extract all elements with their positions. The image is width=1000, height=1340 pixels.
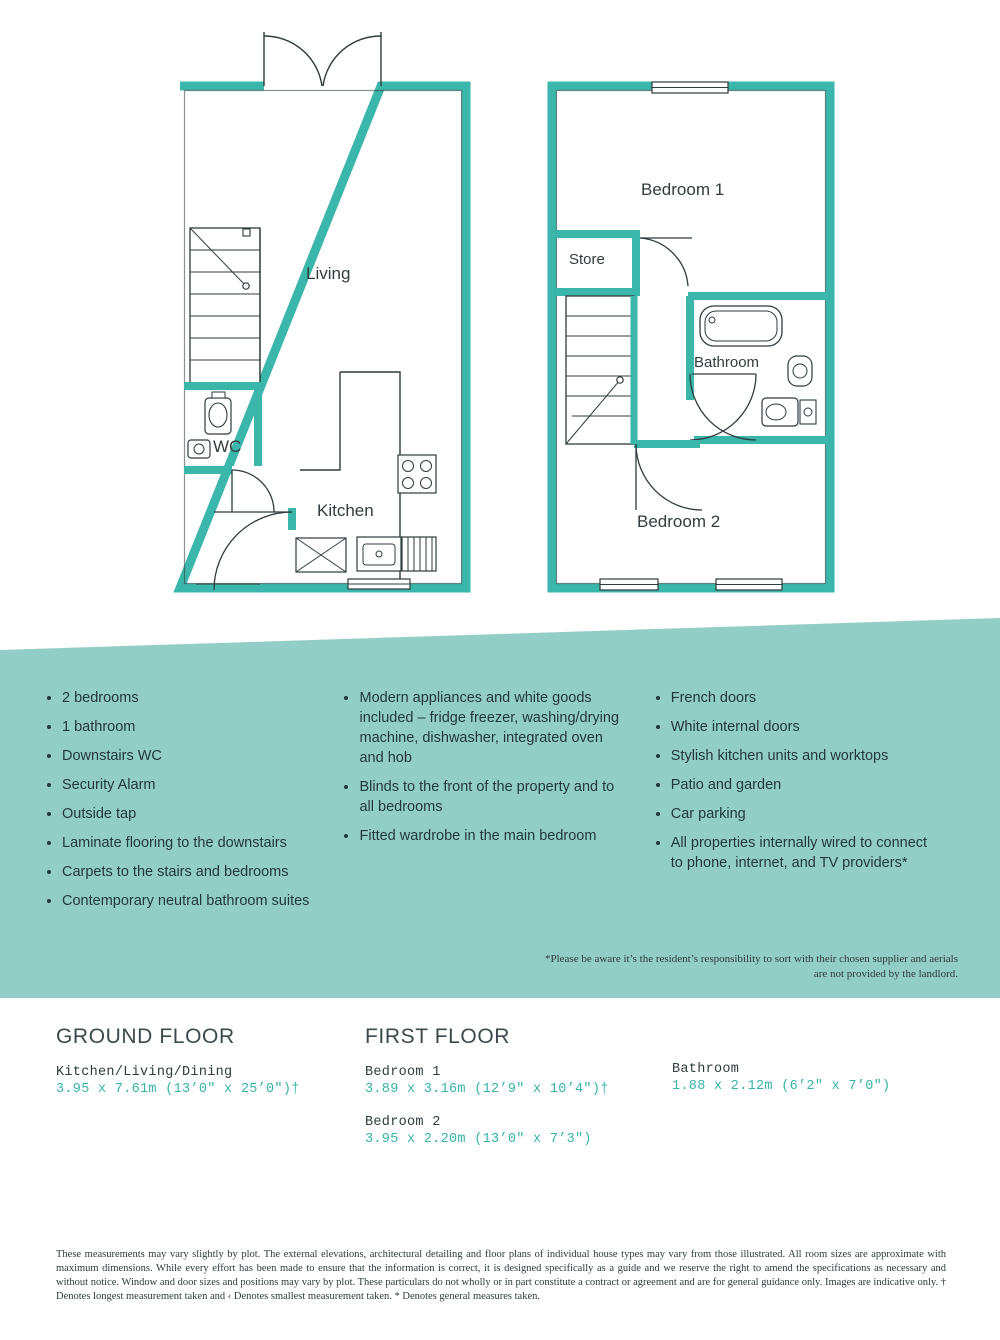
dimension-room-size: 1.88 x 2.12m (6’2" x 7’0") — [672, 1079, 891, 1094]
list-item: • Blinds to the front of the property and to all bedrooms — [359, 777, 626, 817]
list-item: • Car parking — [671, 804, 938, 824]
dimension-room-size: 3.95 x 2.20m (13’0" x 7’3") — [365, 1132, 592, 1147]
list-item: • 2 bedrooms — [62, 688, 315, 708]
list-item: • White internal doors — [671, 717, 938, 737]
list-item: • 1 bathroom — [62, 717, 315, 737]
room-label-bedroom-2: Bedroom 2 — [637, 512, 721, 531]
dimensions-bathroom — [672, 1062, 972, 1112]
floorplan-svg — [0, 0, 1000, 630]
list-item: • All properties internally wired to connect to phone, internet, and TV providers* — [671, 833, 938, 873]
room-label-bathroom: Bathroom — [694, 354, 760, 371]
dimension-room-size: 3.95 x 7.61m (13’0" x 25’0")† — [56, 1082, 300, 1097]
room-label-wc: WC — [213, 437, 242, 456]
first-floor-heading: FIRST FLOOR — [365, 1025, 511, 1048]
features-footnote: *Please be aware it’s the resident’s responsibility to sort with their chosen supplier and aerials are not provided by the landlord. — [544, 953, 958, 980]
dimensions-first-floor — [365, 1025, 655, 1165]
dimension-room-name: Bathroom — [672, 1062, 740, 1077]
list-item: • Security Alarm — [62, 775, 315, 795]
dimensions-ground-floor — [56, 1025, 346, 1115]
features-column-1 — [40, 688, 337, 998]
dimension-room-size: 3.89 x 3.16m (12’9" x 10’4")† — [365, 1082, 609, 1097]
disclaimer-text: These measurements may vary slightly by plot. The external elevations, architectural detailing and floor plans of individual house types may vary from those illustrated. All room sizes are approximate with maximum dimensions. While every effort has been made to ensure that the information is correct, it is designed specifically as a guide and we reserve the right to amend the specifications as necessary and without notice. Window and door sizes and positions may vary by plot. These particulars do not wholly or in part constitute a contract or agreement and are for general guidance only. Images are indicative only. † Denotes longest measurement taken and ‹ Denotes smallest measurement taken. * Denotes general measures taken. — [56, 1249, 946, 1302]
list-item: • Stylish kitchen units and worktops — [671, 746, 938, 766]
dimension-room-name: Kitchen/Living/Dining — [56, 1065, 233, 1080]
room-label-living: Living — [306, 264, 351, 283]
list-item: • Outside tap — [62, 804, 315, 824]
list-item: • Contemporary neutral bathroom suites — [62, 891, 315, 911]
list-item: • Patio and garden — [671, 775, 938, 795]
list-item: • Laminate flooring to the downstairs — [62, 833, 315, 853]
list-item: • Modern appliances and white goods included – fridge freezer, washing/drying machine, dishwasher, integrated oven and hob — [359, 688, 626, 768]
list-item: • Carpets to the stairs and bedrooms — [62, 862, 315, 882]
list-item: • French doors — [671, 688, 938, 708]
ground-floor-heading: GROUND FLOOR — [56, 1025, 235, 1048]
room-label-bedroom-1: Bedroom 1 — [641, 180, 725, 199]
list-item: • Fitted wardrobe in the main bedroom — [359, 826, 626, 846]
dimension-room-name: Bedroom 2 — [365, 1115, 441, 1130]
room-label-store: Store — [569, 251, 605, 268]
features-section — [0, 618, 1000, 998]
floorplan-graphics — [0, 0, 1000, 630]
dimension-room-name: Bedroom 1 — [365, 1065, 441, 1080]
room-label-kitchen: Kitchen — [317, 501, 374, 520]
list-item: • Downstairs WC — [62, 746, 315, 766]
